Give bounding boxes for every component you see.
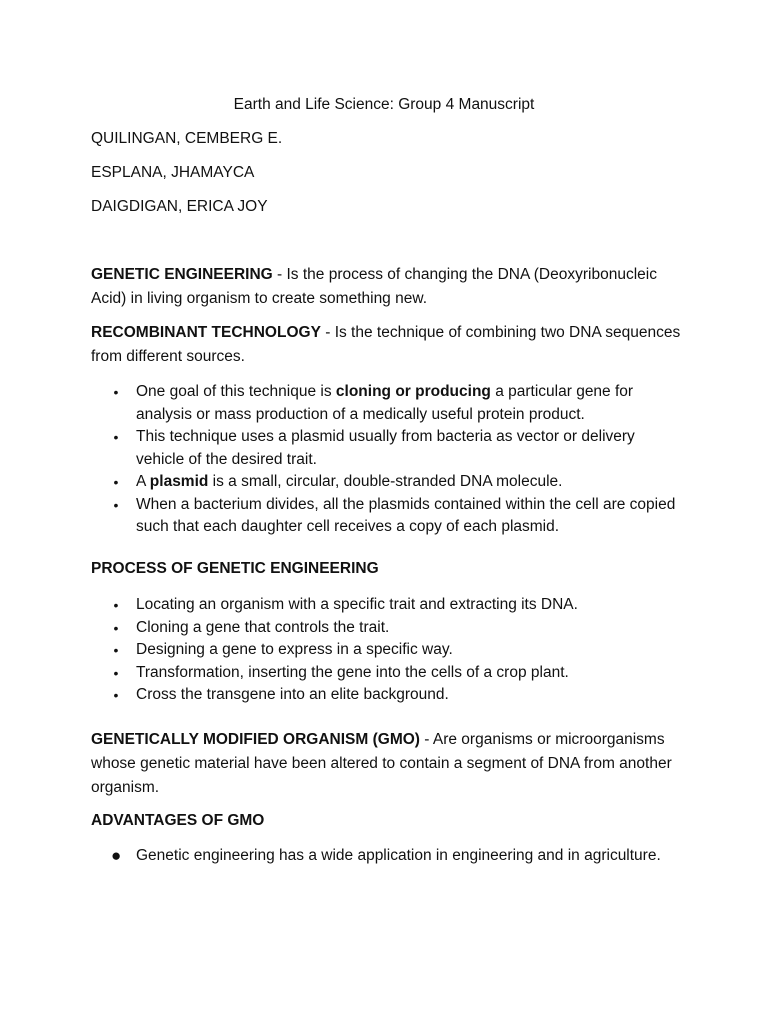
list-item-text: This technique uses a plasmid usually from bacteria as vector or delivery vehicle of the desired trait.: [136, 428, 635, 468]
bullet-icon: ●: [111, 846, 122, 865]
list-item: [91, 594, 681, 617]
author-name: ESPLANA, JHAMAYCA: [91, 164, 255, 181]
document-title: Earth and Life Science: Group 4 Manuscript: [233, 96, 535, 113]
definition-text: - Is the process of changing the DNA (Deoxyribonucleic Acid) in living organism to create something new.: [91, 266, 657, 307]
bullet-icon: •: [113, 384, 119, 400]
list-item-bold: plasmid: [149, 473, 209, 490]
list-item-text: Designing a gene to express in a specific way.: [136, 641, 453, 658]
list-item-text: One goal of this technique is: [136, 383, 336, 400]
process-heading: PROCESS OF GENETIC ENGINEERING: [91, 560, 379, 577]
term-recombinant-technology: RECOMBINANT TECHNOLOGY: [91, 324, 321, 341]
term-gmo: GENETICALLY MODIFIED ORGANISM (GMO): [91, 731, 420, 748]
term-genetic-engineering: GENETIC ENGINEERING: [91, 266, 273, 283]
bullet-icon: •: [113, 429, 119, 445]
list-item-text: Cloning a gene that controls the trait.: [136, 618, 390, 636]
bullet-icon: •: [113, 642, 119, 658]
list-item-bold: cloning or producing: [335, 383, 491, 400]
list-item: [91, 662, 681, 685]
list-item-text: When a bacterium divides, all the plasmids contained within the cell are copied such that each daughter cell receives a copy of each plasmid.: [136, 495, 676, 535]
advantages-bullet-list: [91, 845, 681, 868]
definition-text: - Is the technique of combining two DNA sequences from different sources.: [91, 324, 681, 365]
list-item: [91, 494, 681, 539]
bullet-icon: •: [113, 496, 119, 513]
list-item: [91, 381, 681, 426]
list-item-text: A: [136, 473, 150, 490]
definition-text: - Are organisms or microorganisms whose genetic material have been altered to contain a segment of DNA from another organism.: [91, 731, 672, 796]
list-item-text: is a small, circular, double-stranded DNA molecule.: [208, 473, 563, 490]
list-item-text: Genetic engineering has a wide application in engineering and in agriculture.: [136, 847, 661, 864]
bullet-icon: •: [113, 597, 119, 613]
list-item: [91, 617, 681, 640]
process-bullet-list: [91, 594, 681, 707]
list-item: [91, 426, 681, 471]
recombinant-bullet-list: [91, 381, 681, 539]
list-item-text: a particular gene for analysis or mass production of a medically useful protein product.: [136, 383, 634, 423]
list-item-text: Cross the transgene into an elite background.: [136, 686, 449, 703]
author-name: DAIGDIGAN, ERICA JOY: [91, 198, 268, 215]
list-item: [91, 639, 681, 662]
genetic-engineering-paragraph: [91, 263, 681, 311]
bullet-icon: •: [113, 664, 119, 681]
bullet-icon: •: [113, 687, 119, 703]
list-item-text: Transformation, inserting the gene into the cells of a crop plant.: [136, 663, 569, 681]
bullet-icon: •: [113, 474, 119, 490]
list-item: [91, 471, 681, 494]
list-item: [91, 845, 681, 868]
gmo-paragraph: [91, 728, 681, 800]
advantages-heading: ADVANTAGES OF GMO: [91, 812, 265, 829]
recombinant-technology-paragraph: [91, 321, 681, 369]
author-name: QUILINGAN, CEMBERG E.: [91, 130, 283, 147]
list-item-text: Locating an organism with a specific trait and extracting its DNA.: [136, 596, 578, 613]
bullet-icon: •: [113, 619, 119, 636]
list-item: [91, 684, 681, 707]
